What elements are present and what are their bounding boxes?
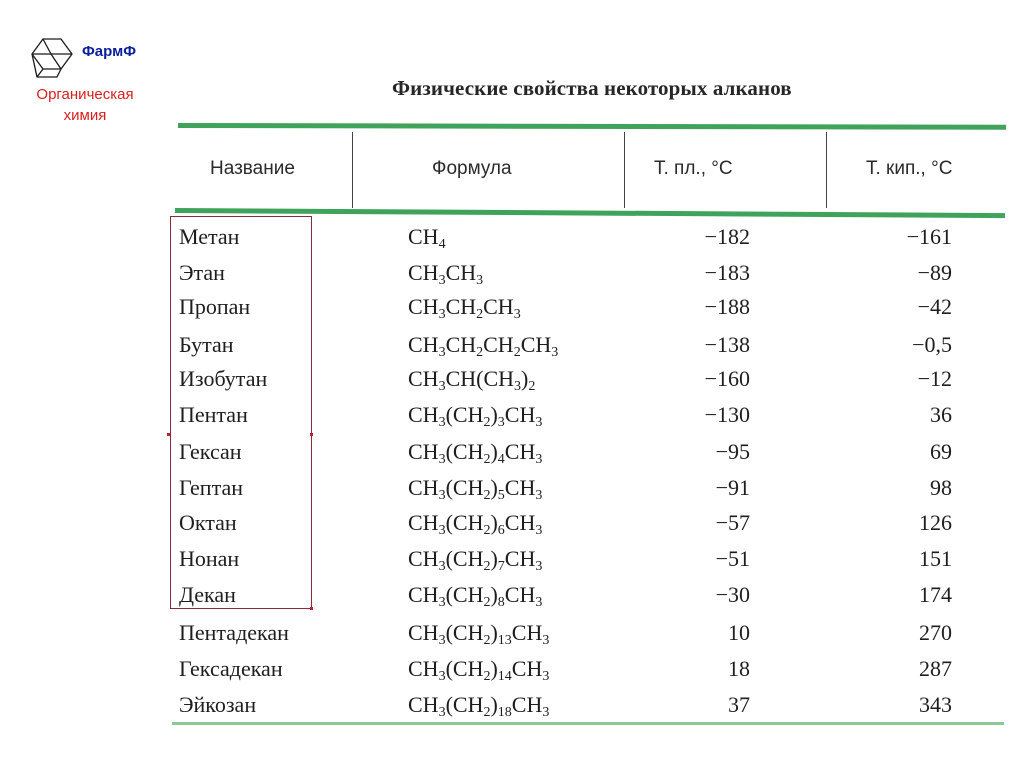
table-row: [0, 222, 1024, 256]
alkane-name: Нонан: [179, 546, 240, 571]
alkane-formula: $CH_3CH_3$: [408, 260, 484, 288]
header-name: Название: [210, 158, 295, 179]
alkane-formula: $CH_3(CH_2)_6CH_3$: [408, 510, 543, 538]
table-row: [0, 690, 1024, 724]
melting-point: −95: [715, 439, 750, 464]
alkane-formula: $CH_3CH_2CH_2CH_3$: [408, 332, 559, 360]
boiling-point: 69: [930, 439, 952, 464]
boiling-point: 98: [930, 475, 952, 500]
alkane-formula: $CH_3(CH_2)_7CH_3$: [408, 546, 543, 574]
alkane-formula: $CH_3(CH_2)_8CH_3$: [408, 582, 543, 610]
alkane-formula: $CH_3(CH_2)_{13}CH_3$: [408, 620, 550, 648]
table-row: [0, 400, 1024, 434]
header-formula: Формула: [432, 158, 512, 179]
alkane-name: Метан: [179, 224, 240, 249]
alkane-formula: $CH_3(CH_2)_{14}CH_3$: [408, 656, 550, 684]
alkane-name: Изобутан: [179, 366, 268, 391]
table-row: [0, 330, 1024, 364]
alkane-formula: $CH_3(CH_2)_5CH_3$: [408, 475, 543, 503]
table-bottom-rule: [172, 722, 1004, 725]
alkane-formula: $CH_3(CH_2)_3CH_3$: [408, 402, 543, 430]
melting-point: −130: [704, 402, 750, 427]
melting-point: −30: [715, 582, 750, 607]
boiling-point: 174: [919, 582, 952, 607]
table-row: [0, 544, 1024, 578]
header-boiling-point: Т. кип., °С: [866, 158, 953, 179]
header-divider: [624, 132, 625, 208]
alkane-formula: $CH_3CH(CH_3)_2$: [408, 366, 536, 394]
header-melting-point: Т. пл., °С: [654, 158, 733, 179]
melting-point: 10: [728, 620, 750, 645]
melting-point: −57: [715, 510, 750, 535]
table-row: [0, 258, 1024, 292]
melting-point: −182: [704, 224, 750, 249]
table-row: [0, 580, 1024, 614]
table-row: [0, 618, 1024, 652]
melting-point: −138: [704, 332, 750, 357]
melting-point: −91: [715, 475, 750, 500]
adamantane-logo-icon: [27, 36, 75, 80]
alkane-name: Декан: [179, 582, 236, 607]
table-top-rule: [178, 123, 1006, 130]
boiling-point: −89: [917, 260, 952, 285]
boiling-point: 287: [919, 656, 952, 681]
table-row: [0, 364, 1024, 398]
brand-label: ФармФ: [82, 43, 137, 60]
boiling-point: −0,5: [912, 332, 952, 357]
boiling-point: 151: [919, 546, 952, 571]
alkane-name: Этан: [179, 260, 225, 285]
table-row: [0, 654, 1024, 688]
table-row: [0, 292, 1024, 326]
alkane-formula: $CH_4$: [408, 224, 446, 252]
alkane-formula: $CH_3CH_2CH_3$: [408, 294, 521, 322]
table-row: [0, 437, 1024, 471]
boiling-point: 126: [919, 510, 952, 535]
alkane-formula: $CH_3(CH_2)_4CH_3$: [408, 439, 543, 467]
melting-point: −51: [715, 546, 750, 571]
boiling-point: −12: [917, 366, 952, 391]
table-title: Физические свойства некоторых алканов: [392, 76, 792, 100]
boiling-point: 36: [930, 402, 952, 427]
melting-point: 18: [728, 656, 750, 681]
alkane-name: Пропан: [179, 294, 251, 319]
table-row: [0, 508, 1024, 542]
melting-point: −160: [704, 366, 750, 391]
melting-point: 37: [728, 692, 750, 717]
boiling-point: −161: [906, 224, 952, 249]
header-divider: [352, 132, 353, 208]
alkane-name: Гексан: [179, 439, 242, 464]
alkane-name: Гексадекан: [179, 656, 283, 681]
alkane-name: Эйкозан: [179, 692, 257, 717]
table-row: [0, 473, 1024, 507]
subject-label: Органическая химия: [36, 86, 134, 124]
alkane-name: Октан: [179, 510, 237, 535]
header-divider: [826, 132, 827, 208]
alkane-name: Пентан: [179, 402, 248, 427]
boiling-point: 270: [919, 620, 952, 645]
melting-point: −183: [704, 260, 750, 285]
alkane-name: Бутан: [179, 332, 234, 357]
alkane-name: Пентадекан: [179, 620, 289, 645]
alkane-name: Гептан: [179, 475, 244, 500]
boiling-point: −42: [917, 294, 952, 319]
alkane-formula: $CH_3(CH_2)_{18}CH_3$: [408, 692, 550, 720]
melting-point: −188: [704, 294, 750, 319]
boiling-point: 343: [919, 692, 952, 717]
